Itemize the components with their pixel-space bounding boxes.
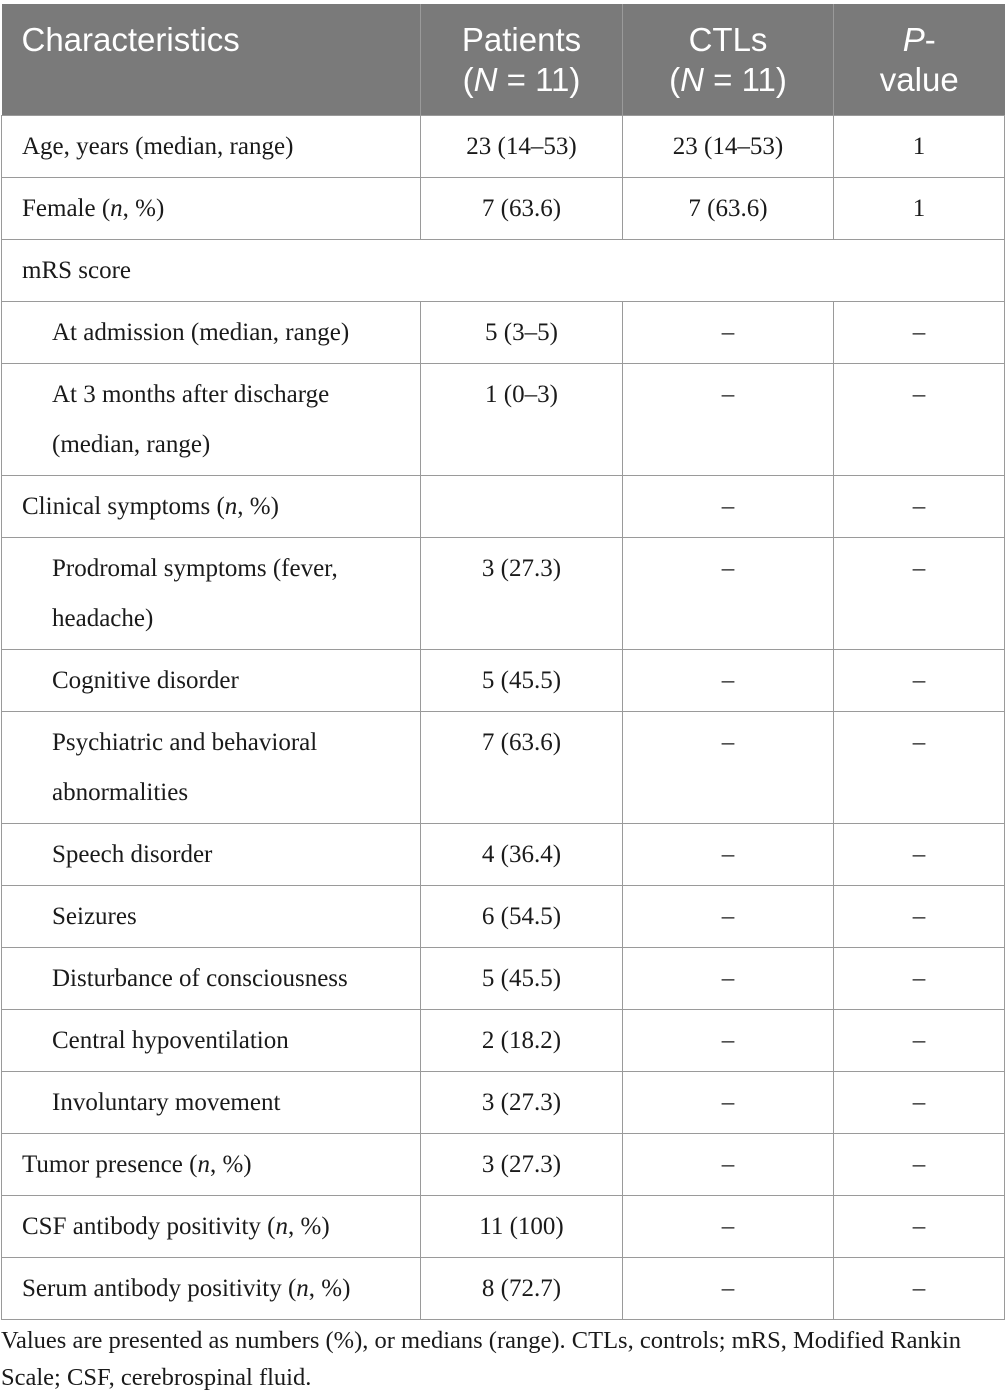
row-label: Tumor presence (n, %) — [2, 1134, 421, 1196]
table-row — [2, 1258, 1005, 1320]
section-label: mRS score — [2, 240, 1005, 302]
cell-ctls: – — [623, 1196, 834, 1258]
cell-p-value: – — [834, 302, 1005, 364]
cell-patients: 3 (27.3) — [421, 1072, 623, 1134]
cell-ctls: – — [623, 1010, 834, 1072]
table-row — [2, 1010, 1005, 1072]
cell-patients: 8 (72.7) — [421, 1258, 623, 1320]
cell-patients — [421, 476, 623, 538]
row-label: Seizures — [2, 886, 421, 948]
cell-patients: 3 (27.3) — [421, 538, 623, 650]
table-row — [2, 1134, 1005, 1196]
row-label: Disturbance of consciousness — [2, 948, 421, 1010]
characteristics-table — [1, 4, 1005, 1320]
table-footnote: Values are presented as numbers (%), or medians (range). CTLs, controls; mRS, Modified Rankin Scale; CSF, cerebrospinal fluid. — [1, 1327, 962, 1391]
table-row — [2, 302, 1005, 364]
table-header-row — [2, 4, 1005, 116]
cell-ctls: – — [623, 886, 834, 948]
table-row — [2, 824, 1005, 886]
cell-ctls: – — [623, 1258, 834, 1320]
header-ctls: CTLs (N = 11) — [623, 4, 834, 116]
cell-ctls: 23 (14–53) — [623, 116, 834, 178]
cell-p-value: 1 — [834, 116, 1005, 178]
cell-ctls: – — [623, 650, 834, 712]
cell-patients: 3 (27.3) — [421, 1134, 623, 1196]
cell-patients: 5 (3–5) — [421, 302, 623, 364]
cell-p-value: – — [834, 886, 1005, 948]
table-row — [2, 178, 1005, 240]
cell-patients: 11 (100) — [421, 1196, 623, 1258]
cell-ctls: – — [623, 712, 834, 824]
header-patients: Patients (N = 11) — [421, 4, 623, 116]
cell-ctls: – — [623, 538, 834, 650]
row-label: Involuntary movement — [2, 1072, 421, 1134]
cell-p-value: – — [834, 1072, 1005, 1134]
table-row-section — [2, 240, 1005, 302]
cell-ctls: – — [623, 824, 834, 886]
table-row — [2, 116, 1005, 178]
cell-p-value: – — [834, 948, 1005, 1010]
cell-patients: 23 (14–53) — [421, 116, 623, 178]
row-label: Female (n, %) — [2, 178, 421, 240]
row-label: Age, years (median, range) — [2, 116, 421, 178]
cell-ctls: – — [623, 948, 834, 1010]
table-row — [2, 538, 1005, 650]
table-row — [2, 364, 1005, 476]
cell-p-value: – — [834, 1010, 1005, 1072]
cell-patients: 5 (45.5) — [421, 650, 623, 712]
row-label: Speech disorder — [2, 824, 421, 886]
table-row — [2, 1196, 1005, 1258]
row-label: Clinical symptoms (n, %) — [2, 476, 421, 538]
table-row — [2, 476, 1005, 538]
cell-p-value: – — [834, 650, 1005, 712]
row-label: CSF antibody positivity (n, %) — [2, 1196, 421, 1258]
table-row — [2, 1072, 1005, 1134]
cell-ctls: – — [623, 1134, 834, 1196]
row-label: Prodromal symptoms (fever, headache) — [2, 538, 421, 650]
row-label: Psychiatric and behavioral abnormalities — [2, 712, 421, 824]
cell-p-value: 1 — [834, 178, 1005, 240]
row-label: Central hypoventilation — [2, 1010, 421, 1072]
table-row — [2, 886, 1005, 948]
row-label: Cognitive disorder — [2, 650, 421, 712]
cell-patients: 7 (63.6) — [421, 712, 623, 824]
cell-patients: 1 (0–3) — [421, 364, 623, 476]
row-label: At admission (median, range) — [2, 302, 421, 364]
cell-p-value: – — [834, 1258, 1005, 1320]
cell-patients: 6 (54.5) — [421, 886, 623, 948]
cell-patients: 5 (45.5) — [421, 948, 623, 1010]
cell-ctls: – — [623, 302, 834, 364]
cell-ctls: 7 (63.6) — [623, 178, 834, 240]
table-row — [2, 948, 1005, 1010]
row-label: At 3 months after discharge (median, range) — [2, 364, 421, 476]
cell-ctls: – — [623, 476, 834, 538]
cell-p-value: – — [834, 824, 1005, 886]
cell-p-value: – — [834, 364, 1005, 476]
cell-p-value: – — [834, 712, 1005, 824]
table-row — [2, 712, 1005, 824]
cell-patients: 7 (63.6) — [421, 178, 623, 240]
header-p-value: P- value — [834, 4, 1005, 116]
cell-ctls: – — [623, 364, 834, 476]
cell-p-value: – — [834, 538, 1005, 650]
cell-patients: 4 (36.4) — [421, 824, 623, 886]
row-label: Serum antibody positivity (n, %) — [2, 1258, 421, 1320]
cell-patients: 2 (18.2) — [421, 1010, 623, 1072]
table-row — [2, 650, 1005, 712]
cell-p-value: – — [834, 1196, 1005, 1258]
cell-p-value: – — [834, 476, 1005, 538]
cell-ctls: – — [623, 1072, 834, 1134]
cell-p-value: – — [834, 1134, 1005, 1196]
header-characteristics: Characteristics — [2, 4, 421, 116]
